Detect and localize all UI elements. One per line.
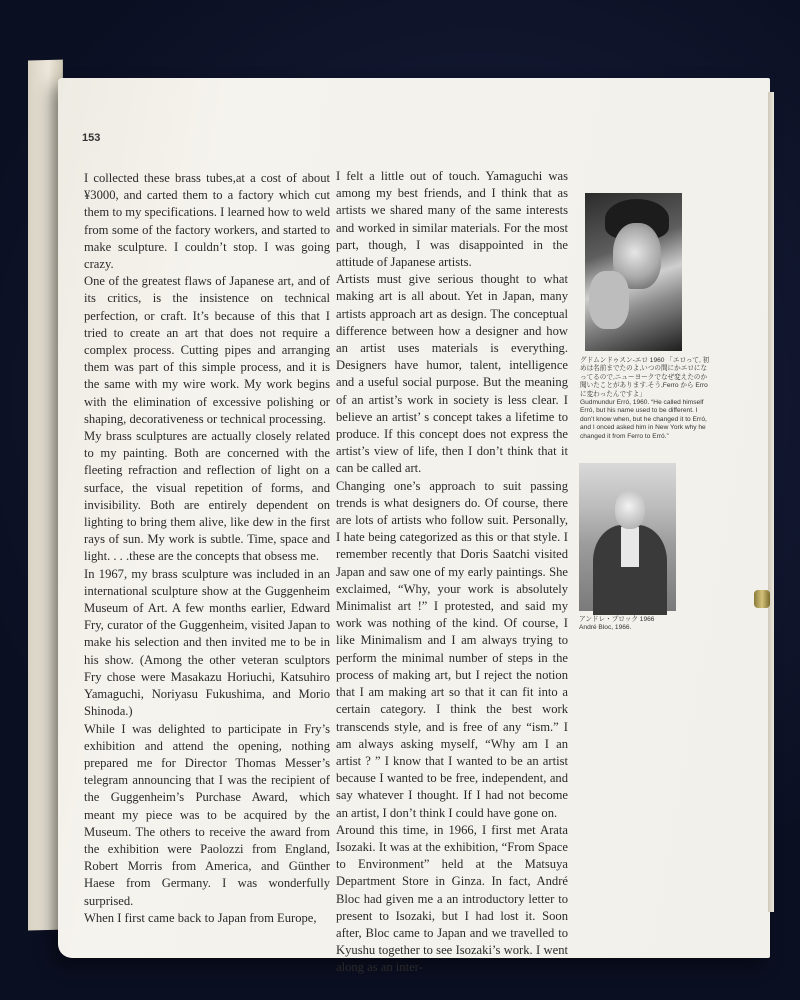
paragraph: While I was delighted to participate in Fry’s exhibition and attend the opening, nothing prepared me for Director Thomas Messer’s telegram announcing that I was the recipient of the Guggenheim’s Purchase Award, which meant my piece was to be acquired by the Museum. The others to receive the award from the exhibition were Paolozzi from England, Robert Morris from America, and Günther Haese from Germany. I was wonderfully surprised.	[84, 721, 330, 908]
paragraph: One of the greatest flaws of Japanese art, and of its critics, is the insistence on technical perfection, or craft. It’s because of this that I tried to create an art that does not require a complex process. Cutting pipes and arranging them was part of this simple process, and it is the same with my wire work. My work begins with the elimination of excessive polishing or shaping, decorativeness or technical processing.	[84, 274, 330, 426]
paragraph: I felt a little out of touch. Yamaguchi was among my best friends, and I think that as artists we shared many of the same interests and worked in similar materials. For the most part, though, I was disappointed in the attitude of Japanese artists.	[336, 169, 568, 270]
caption-english: Gudmundur Erró, 1960. “He called himself Erró, but his name used to be different. I don’t know when, but he changed it to Erró, and I onced asked him in New York why he changed it from Ferro to Erró.”	[580, 399, 707, 440]
caption-japanese: グドムンドゥスン-エロ 1960 「エロって, 初めは名前までたのよ,いつの間にかエロになってるので,ニューヨークでなぜ変えたのか聞いたことがあります.そう,Ferro から Erroに変わったんですよ」	[580, 357, 710, 398]
photo-caption-erro	[580, 357, 710, 441]
paragraph: Artists must give serious thought to what making art is all about. Yet in Japan, many artists approach art as design. The conceptual difference between how a designer and how an artist uses materials is everything. Designers have humor, talent, intelligence and a useful social purpose. But the meaning of an artist’s work in society is less clear. I believe an artist’ s concept takes a lifetime to produce. If this concept does not express the artist’s view of life, then I don’t think that it can be called art.	[336, 272, 568, 476]
paragraph: Around this time, in 1966, I first met Arata Isozaki. It was at the exhibition, “From Space to Environment” held at the Matsuya Department Store in Ginza. In fact, André Bloc had given me a an introductory letter to present to Isozaki, but I had lost it. Soon after, Bloc came to Japan and we travelled to Kyushu together to see Isozaki’s work. I went along as an inter-	[336, 822, 568, 975]
text-column-left	[84, 170, 330, 927]
paragraph: Changing one’s approach to suit passing trends is what designers do. Of course, there are lots of artists who follow suit. Personally, I hate being categorized as this or that style. I remember recently that Doris Saatchi visited Japan and saw one of my early paintings. She exclaimed, “Why, your work is absolutely Minimalist art !” I protested, and said my work was nothing of the kind. Of course, I like Minimalism and I am always trying to perform the minimal number of steps in the process of making art, but I reject the notion that I am making art so that it can fit into a certain category. I think the best work transcends style, and is free of any “ism.” I am always asking myself, “Why am I an artist ? ” I know that I wanted to be an artist because I wanted to be free, independent, and say whatever I thought. If I had not become an artist, I don’t think I could have gone on.	[336, 478, 568, 820]
paragraph: When I first came back to Japan from Europe,	[84, 910, 317, 925]
paragraph: In 1967, my brass sculpture was included in an international sculpture show at the Guggenheim Museum of Art. A few months earlier, Edward Fry, curator of the Guggenheim, visited Japan to make his selection and then invited me to be in his show. (Among the other veteran sculptors Fry chose were Masakazu Horiuchi, Katsuhiro Yamaguchi, Noriyasu Fukushima, and Morio Shinoda.)	[84, 566, 330, 719]
page-stack-edge	[768, 92, 774, 912]
text-column-middle	[336, 168, 568, 977]
photo-caption-bloc	[579, 616, 689, 633]
caption-english: André Bloc, 1966.	[579, 624, 632, 632]
brass-clip	[754, 590, 770, 608]
portrait-photo-bloc	[579, 463, 676, 611]
caption-japanese: アンドレ・ブロック 1966	[579, 616, 655, 623]
paragraph: I collected these brass tubes,at a cost of about ¥3000, and carted them to a factory which cut them to my specifications. I learned how to weld from some of the factory workers, and started to make sculpture. I couldn’t stop. I was going crazy.	[84, 171, 330, 272]
paragraph: My brass sculptures are actually closely related to my painting. Both are concerned with the fleeting refraction and reflection of light on a surface, the visual repetition of forms, and invisibility. Both are entirely dependent on lighting to bring them alive, like dew in the first rays of sun. My work is subtle. Time, space and light. . . .these are the concepts that obsess me.	[84, 429, 330, 564]
page-number: 153	[82, 132, 101, 144]
book-page	[58, 78, 770, 975]
portrait-photo-erro	[585, 193, 682, 351]
